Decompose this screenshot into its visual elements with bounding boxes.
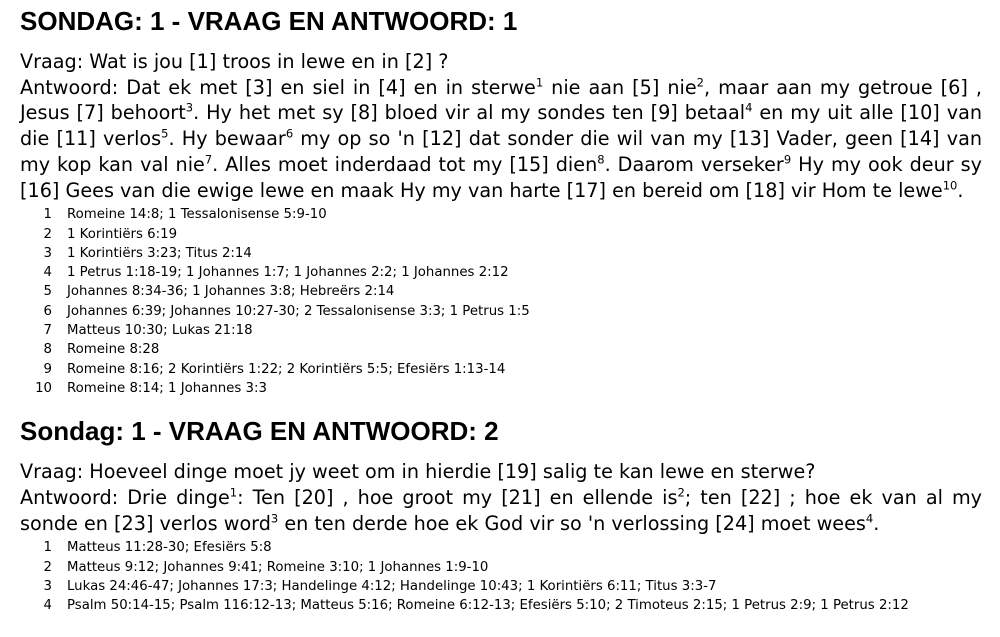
reference-number: 5 [43,284,52,300]
question-label: Vraag: [20,50,84,73]
answer-text-0: Dat ek met [3] en siel in [4] en in sterwe [126,75,536,99]
reference-number: 4 [43,598,52,614]
reference-text: Johannes 8:34-36; 1 Johannes 3:8; Hebreërs 2:14 [67,284,395,300]
reference-number: 9 [43,361,52,377]
reference-list [20,538,982,615]
reference-item [20,577,982,596]
answer-text-5: . Hy bewaar [168,127,286,151]
footnote-marker: 5 [161,126,169,141]
reference-text: 1 Korintiërs 6:19 [67,226,178,242]
answer-text-0: Drie dinge [127,485,230,509]
answer-text-10: . [957,178,964,202]
question-text: Hoeveel dinge moet jy weet om in hierdie [19] salig te kan lewe en sterwe? [89,460,816,484]
qa-block [20,459,982,536]
footnote-marker: 4 [745,100,753,115]
reference-number: 6 [43,303,52,319]
reference-number: 3 [43,245,52,261]
footnote-marker: 2 [696,75,704,90]
answer [20,485,982,536]
answer-text-4: . [873,511,880,535]
reference-text: Lukas 24:46-47; Johannes 17:3; Handelinge 4:12; Handelinge 10:43; 1 Korintiërs 6:11; Titus 3:3-7 [67,578,717,594]
answer-text-1: : Ten [20] , hoe groot my [21] en ellende is [237,485,678,509]
reference-item [20,205,982,224]
question [20,49,982,75]
reference-number: 2 [43,559,52,575]
answer-text-3: . Hy het met sy [8] bloed vir al my sondes ten [9] betaal [193,101,746,125]
reference-item [20,379,982,398]
section-title: Sondag: 1 - VRAAG EN ANTWOORD: 2 [20,416,499,447]
footnote-marker: 1 [229,485,238,500]
reference-item [20,263,982,282]
reference-text: Matteus 11:28-30; Efesiërs 5:8 [67,540,272,556]
footnote-marker: 9 [783,152,792,167]
reference-text: Romeine 8:16; 2 Korintiërs 1:22; 2 Korintiërs 5:5; Efesiërs 1:13-14 [67,361,506,377]
reference-text: Psalm 50:14-15; Psalm 116:12-13; Matteus 5:16; Romeine 6:12-13; Efesiërs 5:10; 2 Timoteus 2:15; 1 Petrus 2:9; 1 Petrus 2:12 [67,598,909,614]
answer-text-6: my op so 'n [12] dat sonder die wil van my [13] Vader, geen [14] van my kop kan val nie [20,127,982,176]
reference-text: Matteus 9:12; Johannes 9:41; Romeine 3:10; 1 Johannes 1:9-10 [67,559,489,575]
reference-item [20,558,982,577]
reference-text: Johannes 6:39; Johannes 10:27-30; 2 Tessalonisense 3:3; 1 Petrus 1:5 [67,303,530,319]
reference-number: 4 [43,265,52,281]
reference-number: 8 [43,342,52,358]
reference-number: 10 [35,380,52,396]
answer-text-4: en my uit alle [10] van die [11] verlos [20,101,983,151]
reference-number: 2 [43,226,52,242]
qa-section-1 [20,4,982,398]
answer-text-7: . Alles moet inderdaad tot my [15] dien [212,152,598,176]
reference-item [20,225,982,244]
answer-text-2: , maar aan my getroue [6] , Jesus [7] behoort [20,75,982,125]
answer-text-8: . Daarom verseker [604,152,784,176]
answer-label: Antwoord: [20,75,119,99]
question [20,459,982,485]
reference-item [20,244,982,263]
footnote-marker: 10 [942,178,958,193]
reference-item [20,302,982,321]
reference-number: 1 [43,207,52,223]
reference-text: Romeine 14:8; 1 Tessalonisense 5:9-10 [67,207,327,223]
reference-number: 3 [43,578,52,594]
reference-item [20,340,982,359]
reference-text: Romeine 8:28 [67,342,160,358]
section-title: SONDAG: 1 - VRAAG EN ANTWOORD: 1 [20,6,518,36]
answer-label: Antwoord: [20,485,119,509]
answer-text-2: ; ten [22] ; hoe ek van al my sonde en [23] verlos word [20,485,982,535]
reference-number: 7 [43,323,52,338]
answer-text-3: en ten derde hoe ek God vir so 'n verlossing [24] moet wees [278,511,866,535]
footnote-marker: 7 [204,152,213,167]
footnote-marker: 4 [865,511,874,526]
reference-list [20,205,982,398]
footnote-marker: 8 [597,152,605,167]
footnote-marker: 3 [270,511,279,526]
answer [20,75,982,204]
footnote-marker: 2 [677,485,685,500]
reference-item [20,538,982,557]
question-label: Vraag: [20,460,84,484]
reference-text: Romeine 8:14; 1 Johannes 3:3 [67,380,267,396]
answer-text-1: nie aan [5] nie [543,75,697,99]
reference-text: 1 Korintiërs 3:23; Titus 2:14 [67,245,252,261]
reference-text: 1 Petrus 1:18-19; 1 Johannes 1:7; 1 Johannes 2:2; 1 Johannes 2:12 [67,265,509,281]
reference-number: 1 [43,540,52,556]
footnote-marker: 1 [535,75,544,90]
qa-section-2 [20,414,982,615]
footnote-marker: 3 [185,100,194,115]
question-text: Wat is jou [1] troos in lewe en in [2] ? [89,50,449,73]
footnote-marker: 6 [285,126,294,141]
answer-text-9: Hy my ook deur sy [16] Gees van die ewige lewe en maak Hy my van harte [17] en bereid om [18] vir Hom te lewe [20,152,982,202]
reference-item [20,321,982,340]
reference-text: Matteus 10:30; Lukas 21:18 [67,323,253,338]
qa-block [20,49,982,203]
reference-item [20,596,982,615]
reference-item [20,360,982,379]
reference-item [20,282,982,301]
